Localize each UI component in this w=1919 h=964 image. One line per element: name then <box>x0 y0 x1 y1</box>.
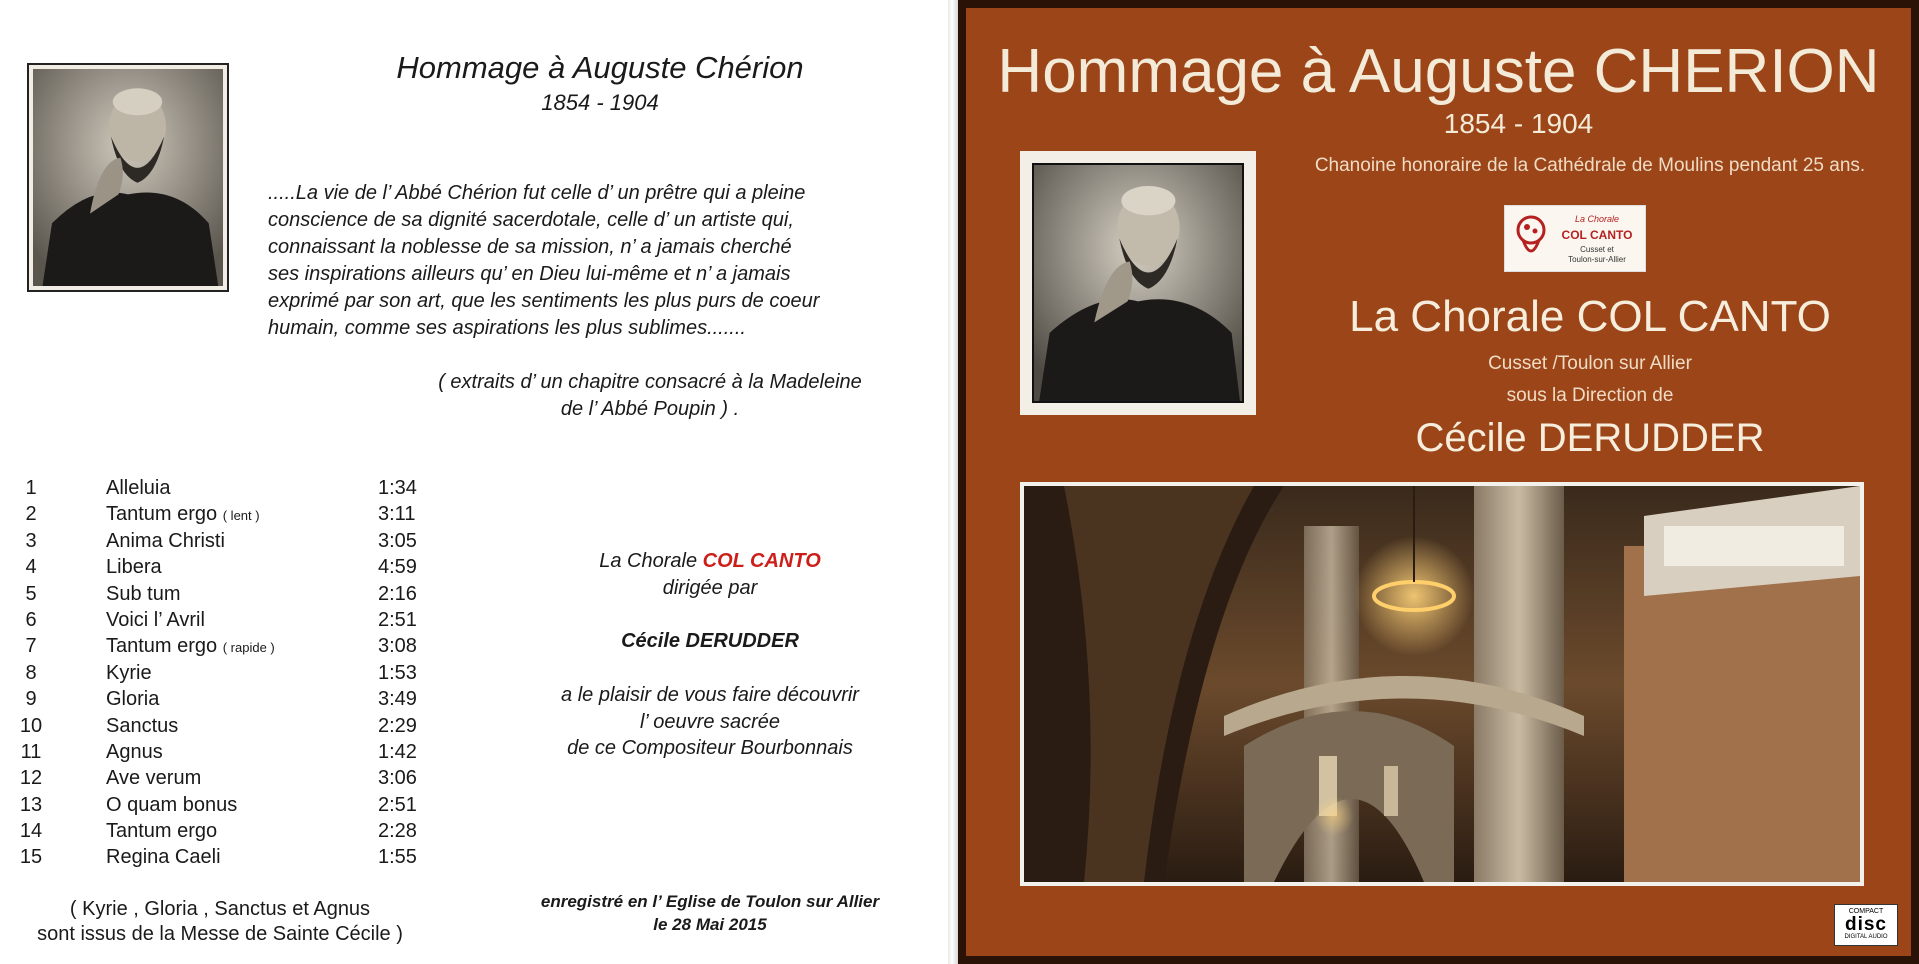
track-row <box>16 554 436 580</box>
logo-line-3: Cusset et <box>1580 245 1614 254</box>
track-title-text: Libera <box>106 556 162 579</box>
badge-top: COMPACT <box>1848 908 1884 915</box>
track-number: 5 <box>25 582 37 605</box>
credit-line-3: de ce Compositeur Bourbonnais <box>567 737 853 759</box>
recording-info <box>480 890 940 936</box>
credit-director: Cécile DERUDDER <box>621 630 799 652</box>
track-title-text: Regina Caeli <box>106 846 221 869</box>
badge-main: disc <box>1844 914 1888 935</box>
track-duration: 1:55 <box>378 846 417 869</box>
credit-line-2: l’ oeuvre sacrée <box>639 711 781 733</box>
portrait-photo-left <box>27 63 229 292</box>
track-number: 4 <box>25 556 37 579</box>
portrait-image-cover <box>1034 165 1242 401</box>
track-row <box>16 739 436 765</box>
track-title <box>106 633 275 661</box>
compact-disc-logo <box>1834 904 1898 946</box>
credit-chorale <box>480 550 940 573</box>
recording-place: enregistré en l’ Eglise de Toulon sur Allier <box>540 892 880 911</box>
track-title-text: Ave verum <box>106 767 202 790</box>
track-number: 9 <box>25 688 37 711</box>
church-interior-photo <box>1020 482 1864 886</box>
track-row <box>16 660 436 686</box>
track-row <box>16 581 436 607</box>
track-title <box>106 528 225 556</box>
left-title: Hommage à Auguste Chérion <box>396 50 804 85</box>
track-number: 6 <box>25 608 37 631</box>
track-duration: 2:28 <box>378 820 417 843</box>
church-image <box>1024 486 1860 882</box>
track-row <box>16 792 436 818</box>
cover-years: 1854 - 1904 <box>1443 108 1594 139</box>
track-title-text: Sanctus <box>106 714 179 737</box>
track-row <box>16 844 436 870</box>
cover-title: Hommage à Auguste CHERION <box>997 37 1880 106</box>
track-title-text: Voici l’ Avril <box>106 608 205 631</box>
track-title-text: Alleluia <box>106 477 171 499</box>
track-number: 1 <box>25 477 37 499</box>
credit-chorale-prefix: La Chorale <box>599 550 703 572</box>
cover-chorale: La Chorale COL CANTO <box>1349 292 1831 341</box>
track-title-text: Tantum ergo <box>106 635 218 658</box>
track-title-text: Kyrie <box>106 661 152 684</box>
credit-chorale-name: COL CANTO <box>702 550 821 572</box>
track-note: ( lent ) <box>222 508 260 524</box>
track-row <box>16 818 436 844</box>
cover-place: Cusset /Toulon sur Allier <box>1488 353 1692 374</box>
track-title <box>106 818 217 846</box>
track-row <box>16 607 436 633</box>
track-title-text: Anima Christi <box>106 529 225 552</box>
cover-direction: sous la Direction de <box>1506 385 1674 406</box>
recording-date: le 28 Mai 2015 <box>653 915 767 934</box>
track-title-text: O quam bonus <box>106 793 238 816</box>
track-row <box>16 765 436 791</box>
logo-line-2: COL CANTO <box>1561 228 1633 242</box>
booklet-left-page <box>0 0 948 964</box>
track-duration: 3:05 <box>378 529 417 552</box>
track-duration: 1:34 <box>378 477 417 499</box>
track-note: ( rapide ) <box>222 640 275 656</box>
track-duration: 2:29 <box>378 714 417 737</box>
track-list <box>16 475 436 871</box>
track-number: 3 <box>25 529 37 552</box>
track-number: 14 <box>19 820 43 843</box>
quote-source: ( extraits d’ un chapitre consacré à la Madeleine de l’ Abbé Poupin ) . <box>438 371 862 420</box>
track-title <box>106 792 237 820</box>
track-duration: 4:59 <box>378 556 417 579</box>
track-number: 7 <box>25 635 37 658</box>
track-title <box>106 554 162 582</box>
track-duration: 1:42 <box>378 740 417 763</box>
track-duration: 2:51 <box>378 793 417 816</box>
track-number: 13 <box>19 793 43 816</box>
track-duration: 3:06 <box>378 767 417 790</box>
track-duration: 3:08 <box>378 635 417 658</box>
track-row <box>16 686 436 712</box>
track-title <box>106 607 205 635</box>
portrait-photo-cover <box>1020 151 1256 415</box>
track-number: 11 <box>20 740 42 763</box>
portrait-image <box>33 69 223 286</box>
logo-line-1: La Chorale <box>1574 214 1620 224</box>
track-number: 12 <box>19 767 43 790</box>
track-duration: 1:53 <box>378 661 417 684</box>
mass-note: ( Kyrie , Gloria , Sanctus et Agnus sont issus de la Messe de Sainte Cécile ) <box>37 898 403 945</box>
logo-line-4: Toulon-sur-Allier <box>1568 255 1626 264</box>
booklet-fold <box>948 0 958 964</box>
track-title <box>106 739 163 767</box>
track-title <box>106 581 180 609</box>
chorale-logo <box>1504 205 1646 272</box>
credit-directed-by: dirigée par <box>662 577 758 599</box>
biography-quote: .....La vie de l’ Abbé Chérion fut celle d’ un prêtre qui a pleine conscience de sa dignité sacerdotale, celle d’ un artiste qui, connaissant la noblesse de sa mission, n’ a jamais cherché ses inspirations ailleurs qu’ en Dieu lui-même et n’ a jamais exprimé par son art, que les sentiments les plus purs de coeur humain, comme ses aspirations les plus sublimes....... <box>268 182 820 339</box>
left-years: 1854 - 1904 <box>541 90 659 115</box>
track-duration: 3:11 <box>378 503 416 526</box>
track-title <box>106 765 201 793</box>
track-number: 10 <box>19 714 43 737</box>
track-title <box>106 686 159 714</box>
track-title-text: Tantum ergo <box>106 820 218 843</box>
track-title-text: Agnus <box>106 740 163 763</box>
track-title <box>106 713 178 741</box>
track-title-text: Tantum ergo <box>106 503 218 526</box>
cover-director: Cécile DERUDDER <box>1415 416 1765 460</box>
cover-subtitle: Chanoine honoraire de la Cathédrale de Moulins pendant 25 ans. <box>1314 155 1866 176</box>
track-number: 8 <box>25 661 37 684</box>
track-row <box>16 475 436 501</box>
track-duration: 2:51 <box>378 608 417 631</box>
track-title <box>106 660 152 688</box>
track-title-text: Sub tum <box>106 582 181 605</box>
track-row <box>16 633 436 659</box>
track-duration: 3:49 <box>378 688 417 711</box>
track-number: 2 <box>25 503 37 526</box>
track-title <box>106 475 170 503</box>
chorale-logo-mark <box>1511 212 1551 264</box>
track-title <box>106 501 260 529</box>
credit-line-1: a le plaisir de vous faire découvrir <box>561 684 859 706</box>
badge-bottom: DIGITAL AUDIO <box>1844 934 1888 940</box>
track-row <box>16 713 436 739</box>
track-row <box>16 528 436 554</box>
track-duration: 2:16 <box>378 582 417 605</box>
track-title <box>106 844 221 872</box>
track-number: 15 <box>19 846 43 869</box>
track-title-text: Gloria <box>106 688 160 711</box>
track-row <box>16 501 436 527</box>
